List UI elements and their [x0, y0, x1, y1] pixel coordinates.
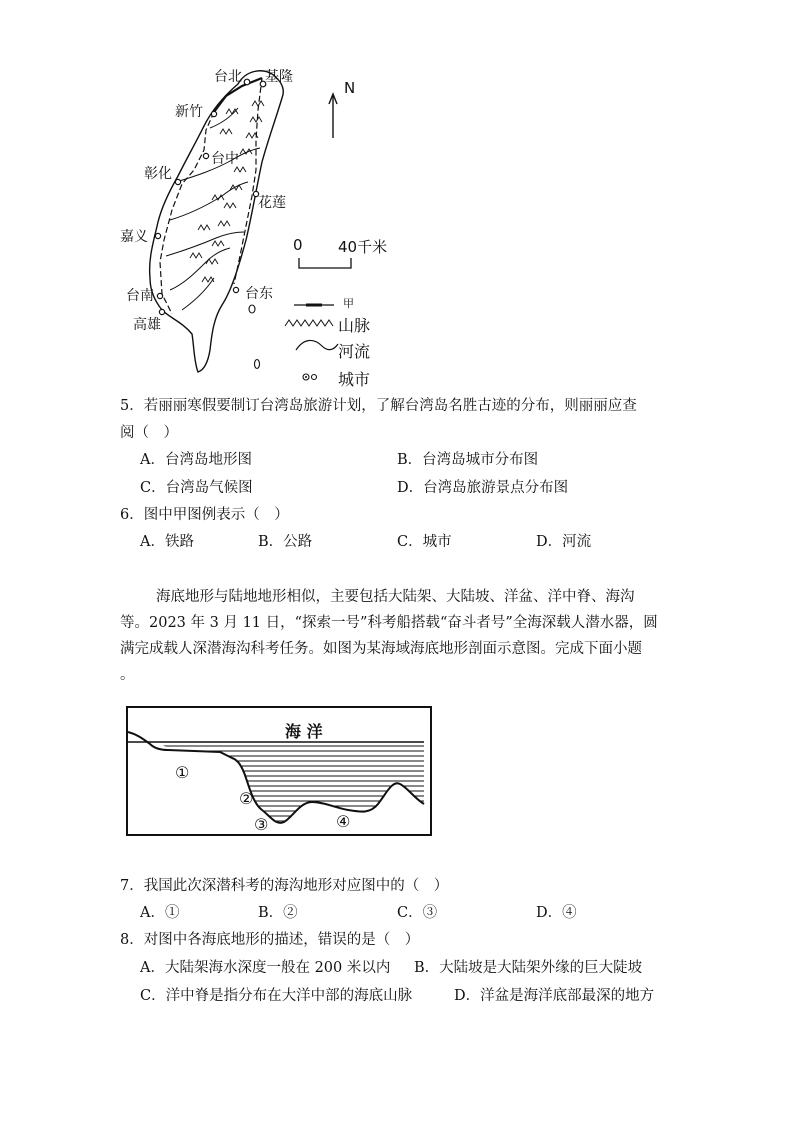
passage-line4: 。 [120, 667, 135, 683]
q6-stem: 6．图中甲图例表示（ ） [120, 507, 289, 523]
passage-line2: 等。2023 年 3 月 11 日，“探索一号”科考船搭载“奋斗者号”全海深载人潜水器，圆 [120, 615, 658, 631]
legend-city-symbol [303, 374, 317, 380]
north-label: N [344, 79, 356, 97]
legend-mountain-symbol [285, 320, 333, 326]
legend-mountain-label: 山脉 [338, 316, 371, 335]
q6-option-c: C．城市 [397, 534, 452, 550]
legend-jia-label: 甲 [343, 297, 354, 310]
city-label-hsinchu: 新竹 [175, 104, 203, 120]
seabed-mark-1: ① [175, 763, 190, 782]
q7-option-b: B．② [258, 905, 298, 921]
scale-bar [299, 258, 351, 268]
scale-distance: 40千米 [338, 238, 388, 256]
legend-city-label: 城市 [338, 370, 371, 389]
q8-stem: 8．对图中各海底地形的描述，错误的是（ ） [120, 932, 420, 948]
taiwan-map [0, 0, 793, 400]
seabed-mark-4: ④ [336, 812, 351, 831]
passage-line3: 满完成载人深潜海沟科考任务。如图为某海域海底地形剖面示意图。完成下面小题 [120, 641, 642, 657]
city-label-tainan: 台南 [126, 288, 154, 304]
q8-option-d: D．洋盆是海洋底部最深的地方 [454, 988, 655, 1004]
q5-option-d: D．台湾岛旅游景点分布图 [397, 480, 569, 496]
q8-option-b: B．大陆坡是大陆架外缘的巨大陡坡 [414, 960, 643, 976]
q5-stem-line2: 阅（ ） [120, 425, 178, 441]
ocean-title: 海 洋 [285, 722, 323, 741]
city-label-changhua: 彰化 [144, 166, 172, 182]
q5-stem-line1: 5．若丽丽寒假要制订台湾岛旅游计划，了解台湾岛名胜古迹的分布，则丽丽应查 [120, 398, 637, 414]
q5-option-c: C．台湾岛气候图 [140, 480, 253, 496]
city-label-taipei: 台北 [214, 69, 242, 85]
q6-option-d: D．河流 [536, 534, 592, 550]
q5-option-a: A．台湾岛地形图 [140, 452, 252, 468]
legend-river-symbol [296, 340, 338, 350]
city-label-taitung: 台东 [245, 286, 273, 302]
legend-river-label: 河流 [338, 342, 371, 361]
city-label-chiayi: 嘉义 [120, 229, 148, 245]
q7-option-a: A．① [140, 905, 180, 921]
city-label-keelung: 基隆 [265, 69, 293, 85]
city-label-taichung: 台中 [211, 151, 239, 167]
q7-option-c: C．③ [397, 905, 438, 921]
q8-option-a: A．大陆架海水深度一般在 200 米以内 [140, 960, 391, 976]
q7-stem: 7．我国此次深潜科考的海沟地形对应图中的（ ） [120, 878, 449, 894]
seabed-mark-2: ② [239, 789, 254, 808]
scale-zero: 0 [293, 236, 303, 254]
north-arrow [329, 94, 337, 138]
mountain-symbols [190, 101, 264, 282]
city-label-kaohsiung: 高雄 [133, 317, 161, 333]
seawater-hatch [124, 746, 436, 821]
q7-option-d: D．④ [536, 905, 577, 921]
seabed-mark-3: ③ [254, 815, 269, 834]
q8-option-c: C．洋中脊是指分布在大洋中部的海底山脉 [140, 988, 413, 1004]
q5-option-b: B．台湾岛城市分布图 [397, 452, 539, 468]
seabed-profile-diagram [124, 704, 436, 840]
passage-line1: 海底地形与陆地地形相似，主要包括大陆架、大陆坡、洋盆、洋中脊、海沟 [156, 589, 635, 605]
q6-option-b: B．公路 [258, 534, 313, 550]
q6-option-a: A．铁路 [140, 534, 194, 550]
city-label-hualien: 花莲 [258, 195, 286, 211]
